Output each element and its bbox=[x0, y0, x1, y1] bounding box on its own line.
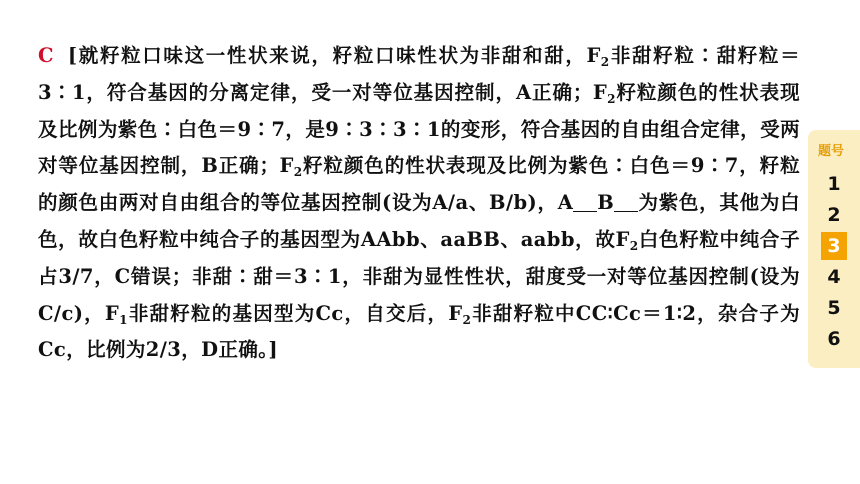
blank-underline bbox=[573, 192, 597, 213]
subscript: 2 bbox=[600, 55, 610, 70]
question-nav-label: 题号 bbox=[817, 144, 844, 159]
subscript: 2 bbox=[629, 239, 639, 254]
question-nav-item-6[interactable]: 6 bbox=[827, 328, 841, 350]
question-nav-item-5[interactable]: 5 bbox=[827, 297, 841, 319]
explanation-text: 非甜籽粒∶甜籽粒＝3∶1，符合基因的分离定律，受一对等位基因控制，A正确；F bbox=[38, 44, 800, 104]
explanation-text: 为紫色，其他为白色，故白色籽粒中纯合子的基因型为AAbb、aaBB、aabb，故F bbox=[38, 191, 800, 251]
explanation-text: 籽粒颜色的性状表现及比例为紫色∶白色＝9∶7，是9∶3∶3∶1的变形，符合基因的自由组合定律，受两对等位基因控制，B正确；F bbox=[38, 80, 800, 178]
answer-letter: C bbox=[38, 44, 54, 67]
subscript: 2 bbox=[293, 165, 303, 180]
question-nav-item-4[interactable]: 4 bbox=[827, 266, 841, 288]
answer-explanation bbox=[38, 38, 800, 369]
explanation-text: [就籽粒口味这一性状来说，籽粒口味性状为非甜和甜，F bbox=[67, 44, 601, 67]
question-nav-item-1[interactable]: 1 bbox=[827, 173, 841, 195]
subscript: 1 bbox=[119, 312, 128, 327]
question-nav-panel bbox=[808, 130, 860, 368]
explanation-text: 非甜籽粒中CC∶Cc＝1∶2，杂合子为Cc，比例为2/3，D正确。] bbox=[38, 301, 800, 362]
explanation-text: 籽粒颜色的性状表现及比例为紫色∶白色＝9∶7，籽粒的颜色由两对自由组合的等位基因控制(设为A/a、B/b)，A bbox=[38, 154, 801, 215]
blank-underline bbox=[614, 192, 638, 213]
question-nav-item-2[interactable]: 2 bbox=[827, 204, 841, 226]
subscript: 2 bbox=[462, 312, 472, 327]
explanation-text: 非甜籽粒的基因型为Cc，自交后，F bbox=[127, 301, 463, 325]
explanation-text: B bbox=[597, 191, 615, 215]
subscript: 2 bbox=[607, 92, 616, 107]
question-nav-item-3[interactable]: 3 bbox=[821, 232, 847, 260]
explanation-text: 白色籽粒中纯合子占3/7，C错误；非甜∶甜＝3∶1，非甜为显性性状，甜度受一对等位基因控制(设为C/c)，F bbox=[38, 227, 800, 325]
